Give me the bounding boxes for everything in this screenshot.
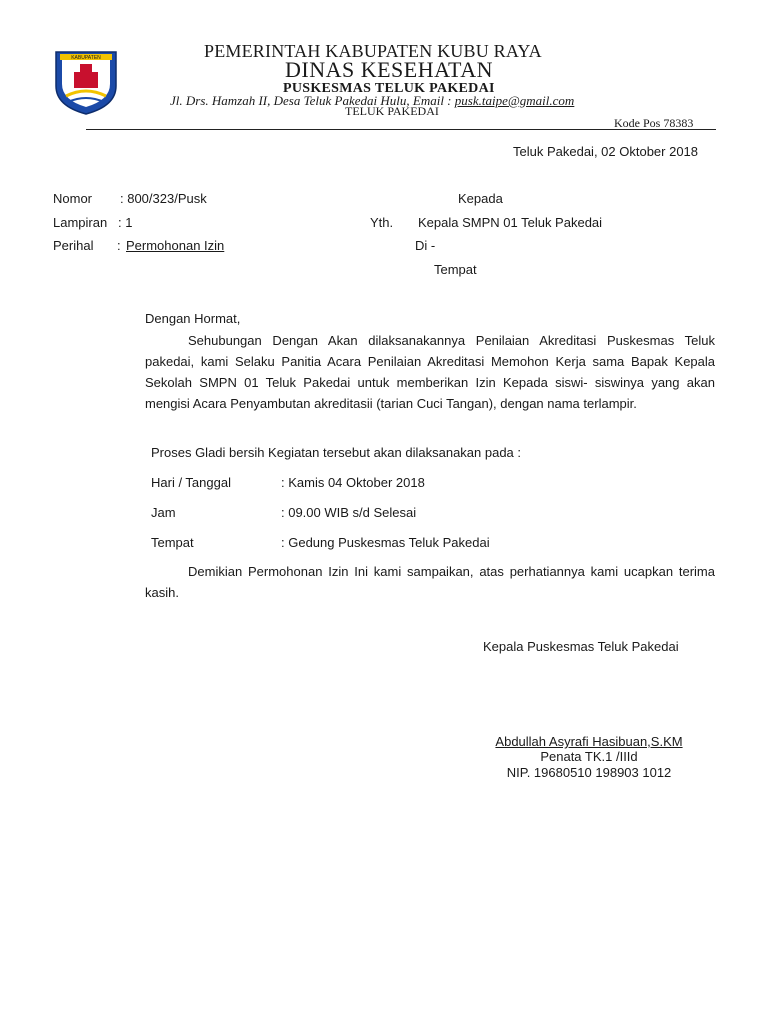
detail-value-time: : 09.00 WIB s/d Selesai [281, 505, 417, 520]
kabupaten-kubu-raya-emblem [50, 46, 122, 116]
address-text: Jl. Drs. Hamzah II, Desa Teluk Pakedai Hulu, Email : [170, 93, 455, 108]
postal-number: 78383 [663, 116, 694, 130]
location-line: TELUK PAKEDAI [345, 104, 439, 118]
detail-value-date: : Kamis 04 Oktober 2018 [281, 475, 425, 490]
signatory-name: Abdullah Asyrafi Hasibuan,S.KM [495, 734, 683, 749]
signatory-nip: NIP. 19680510 198903 1012 [506, 765, 672, 780]
emblem-label: KABUPATEN [71, 55, 101, 61]
di-label: Di - [415, 238, 436, 253]
kepada-label: Kepada [458, 191, 503, 206]
lampiran-label: Lampiran [53, 215, 108, 230]
letter-date: Teluk Pakedai, 02 Oktober 2018 [513, 144, 699, 159]
body-paragraph: Sehubungan Dengan Akan dilaksanakannya Penilaian Akreditasi Puskesmas Teluk pakedai, kami Selaku Panitia Acara Penilaian Akreditasi Memohon Kerja sama Bapak Kepala Sekolah SMPN 01 Teluk Pakedai untuk memberikan Izin Kepada siswi- siswinya yang akan mengisi Acara Penyambutan akreditasii (tarian Cuci Tangan), dengan nama terlampir. [145, 333, 715, 411]
nomor-value: : 800/323/Pusk [120, 191, 207, 206]
closing-paragraph: Demikian Permohonan Izin Ini kami sampaikan, atas perhatiannya kami ucapkan terima kasih. [145, 564, 715, 600]
government-title: PEMERINTAH KABUPATEN KUBU RAYA [204, 41, 542, 61]
letterhead-divider [86, 129, 716, 130]
perihal-value: Permohonan Izin [126, 238, 225, 253]
detail-label-time: Jam [151, 505, 176, 520]
greeting: Dengan Hormat, [145, 311, 241, 326]
puskesmas-title: PUSKESMAS TELUK PAKEDAI [283, 81, 495, 96]
detail-label-date: Hari / Tanggal [151, 475, 231, 490]
email-link[interactable]: pusk.taipe@gmail.com [454, 93, 575, 108]
perihal-colon: : [117, 238, 121, 253]
signature-title: Kepala Puskesmas Teluk Pakedai [483, 639, 679, 654]
recipient-name: Kepala SMPN 01 Teluk Pakedai [418, 215, 603, 230]
nomor-label: Nomor [53, 191, 93, 206]
perihal-label: Perihal [53, 238, 94, 253]
lampiran-value: : 1 [118, 215, 133, 230]
department-title: DINAS KESEHATAN [285, 57, 494, 82]
detail-label-place: Tempat [151, 535, 194, 550]
schedule-intro: Proses Gladi bersih Kegiatan tersebut akan dilaksanakan pada : [151, 445, 522, 460]
yth-label: Yth. [370, 215, 394, 230]
tempat-label: Tempat [434, 262, 477, 277]
postal-label: Kode Pos [614, 116, 664, 130]
detail-value-place: : Gedung Puskesmas Teluk Pakedai [281, 535, 490, 550]
signatory-rank: Penata TK.1 /IIId [540, 749, 638, 764]
